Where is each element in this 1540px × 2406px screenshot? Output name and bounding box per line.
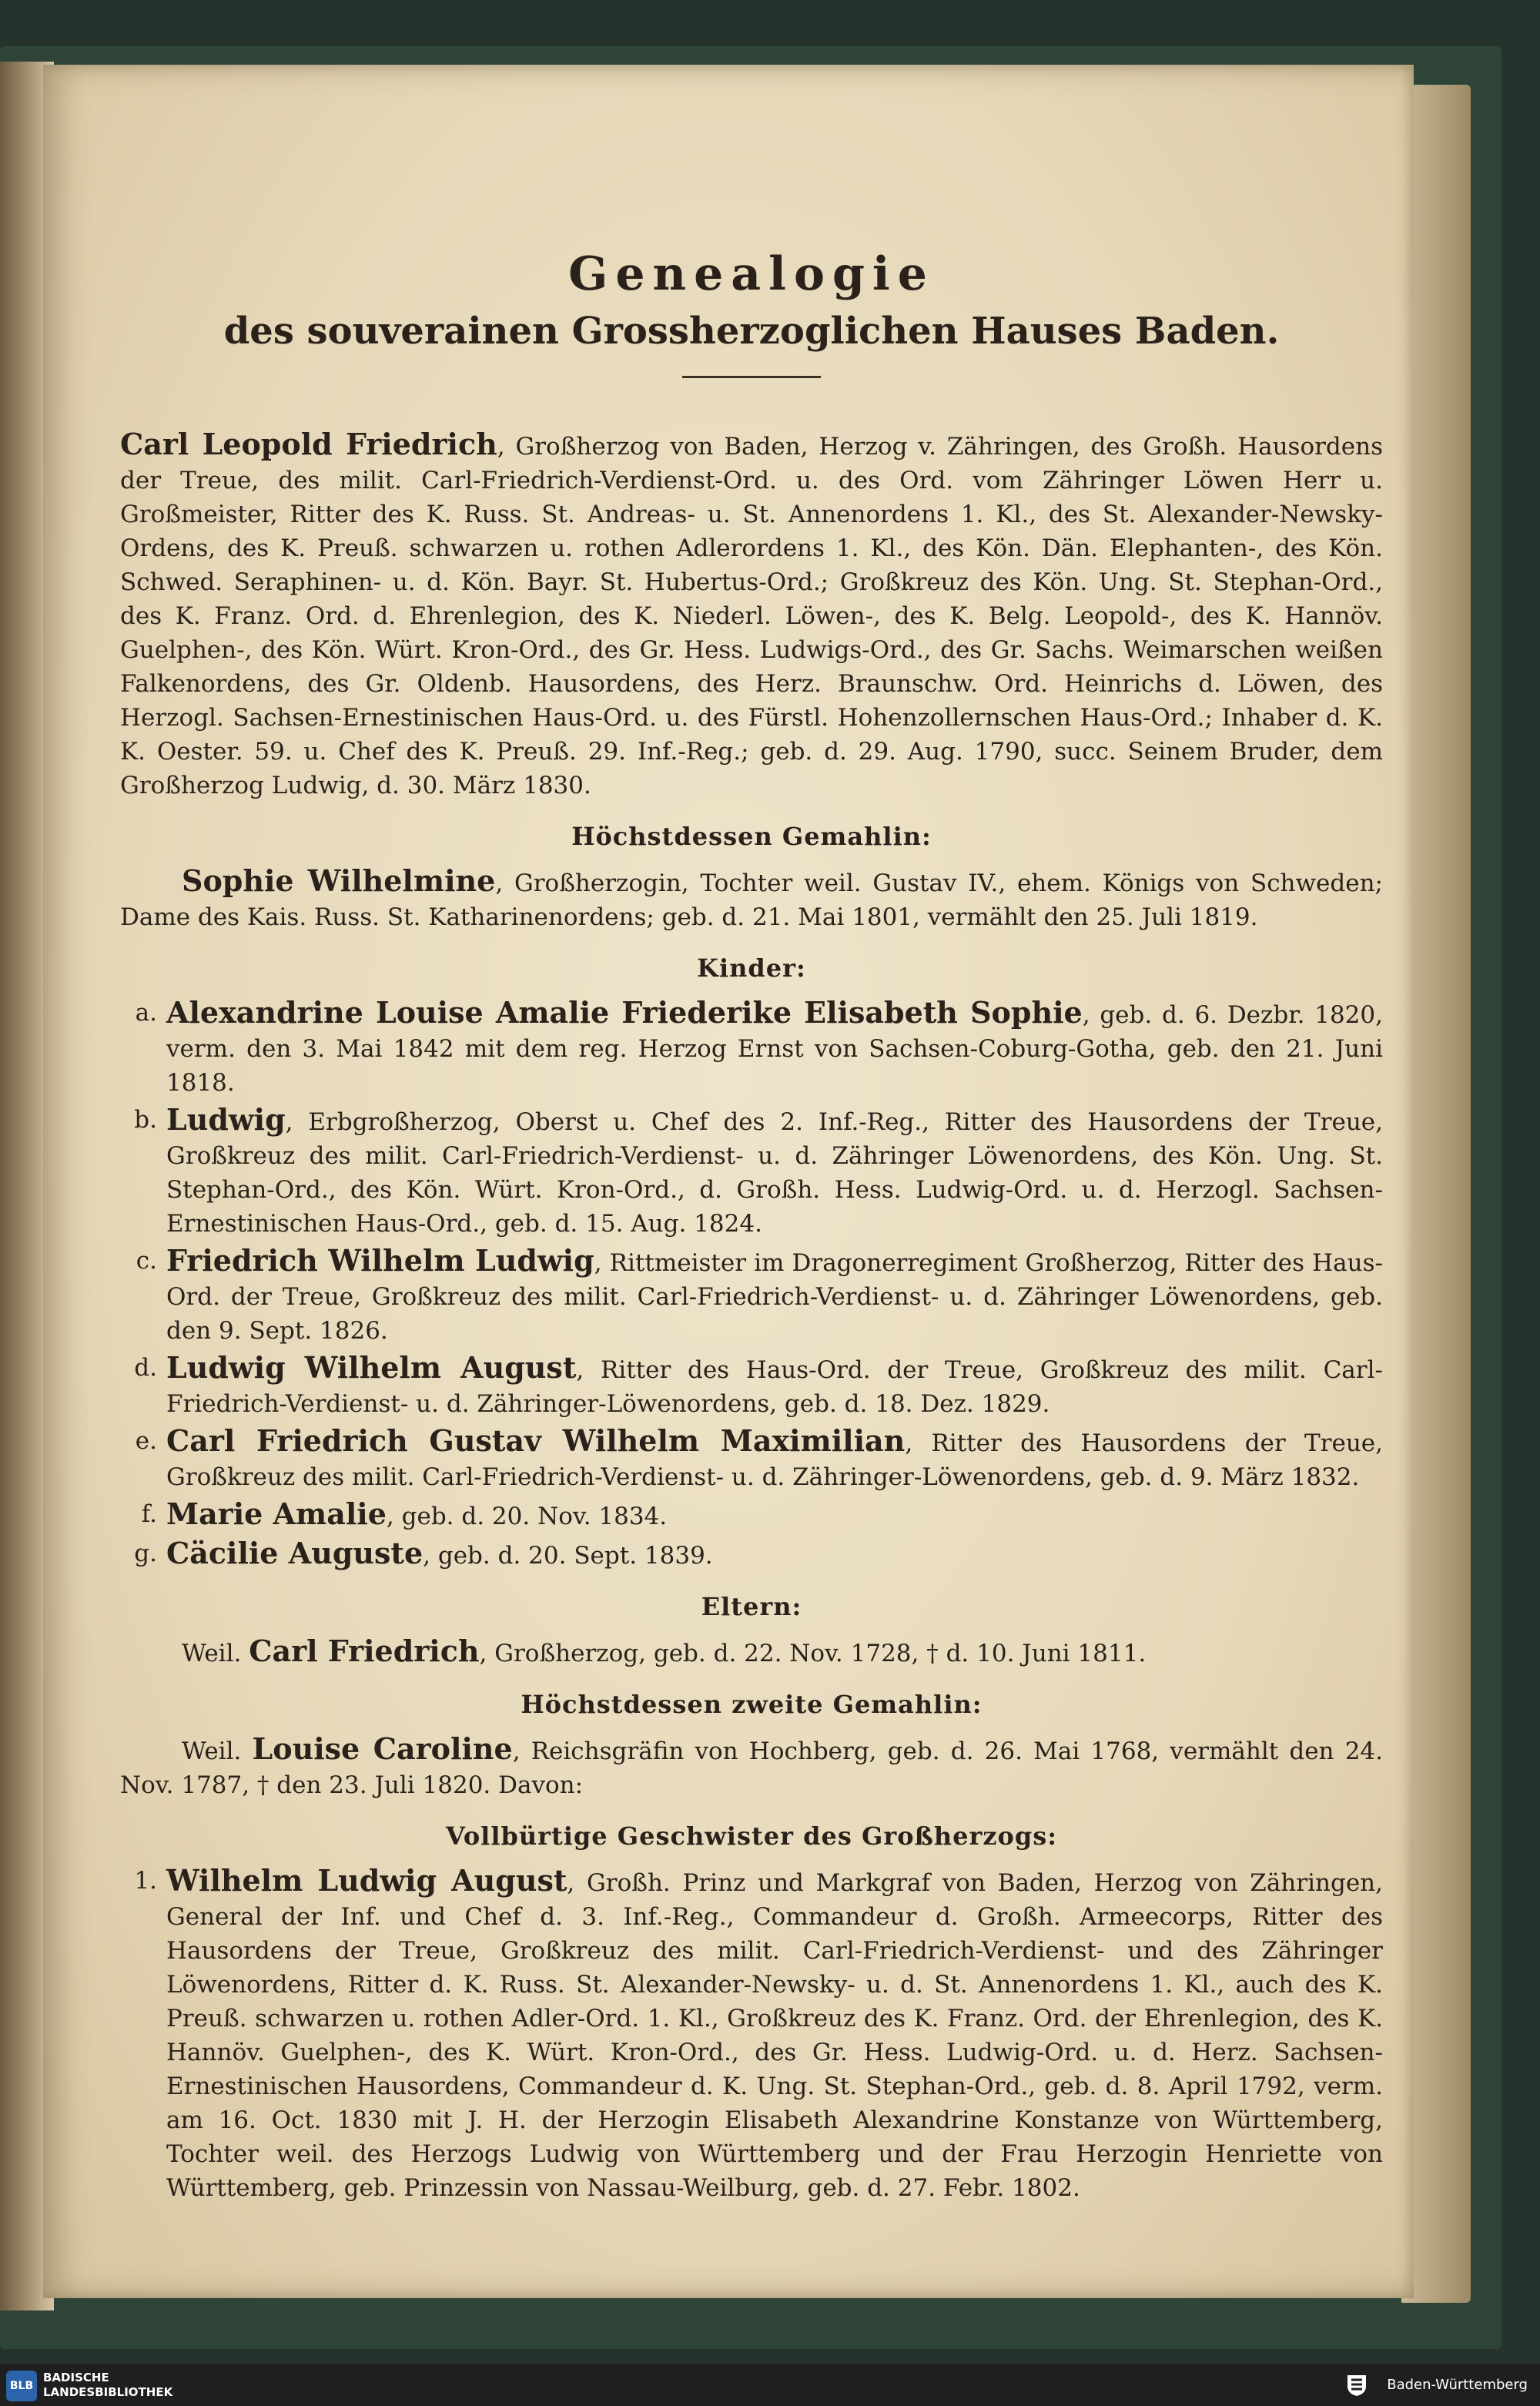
consort-entry [120,864,1383,934]
consort-heading: Höchstdessen Gemahlin: [571,822,932,851]
list-item [120,1497,1383,1533]
regent-text: , Großherzog von Baden, Herzog v. Zähringen, des Großh. Hausordens der Treue, des milit. Carl-Friedrich-Verdienst-Ord. u. des Ord. vom Zähringer Löwen Herr u. Großmeister, Ritter des K. Russ. St. Andreas- u. St. Annenordens 1. Kl., des St. Alexander-Newsky-Ordens, des K. Preuß. schwarzen u. rothen Adlerordens 1. Kl., des Kön. Dän. Elephanten-, des Kön. Schwed. Seraphinen- u. d. Kön. Bayr. St. Hubertus-Ord.; Großkreuz des Kön. Ung. St. Stephan-Ord., des K. Franz. Ord. d. Ehrenlegion, des K. Niederl. Löwen-, des K. Belg. Leopold-, des K. Hannöv. Guelphen-, des Kön. Würt. Kron-Ord., des Gr. Hess. Ludwigs-Ord., des Gr. Sachs. Weimarschen weißen Falkenordens, des Gr. Oldenb. Hausordens, des Herz. Braunschw. Ord. Heinrichs d. Löwen, des Herzogl. Sachsen-Ernestinischen Haus-Ord. u. des Fürstl. Hohenzollernschen Haus-Ord.; Inhaber d. K. K. Oester. 59. u. Chef des K. Preuß. 29. Inf.-Reg.; geb. d. 29. Aug. 1790, succ. Seinem Bruder, dem Großherzog Ludwig, d. 30. März 1830. [120,433,1383,799]
consort-name: Sophie Wilhelmine [182,863,496,898]
list-marker: e. [135,1427,157,1455]
viewer-footer [0,2364,1540,2406]
state-coat-of-arms-icon [1344,2374,1369,2397]
list-marker: a. [135,999,157,1027]
library-name-line1: BADISCHE [43,2371,109,2384]
child-text: , geb. d. 6. Dezbr. 1820, verm. den 3. Mai 1842 mit dem reg. Herzog Ernst von Sachsen-Coburg-Gotha, geb. den 21. Juni 1818. [166,1001,1383,1097]
page-title: Genealogie [568,247,935,301]
state-name[interactable]: Baden-Württemberg [1387,2377,1528,2393]
child-name: Alexandrine Louise Amalie Friederike Elisabeth Sophie [166,995,1083,1030]
second-wife-heading: Höchstdessen zweite Gemahlin: [521,1690,983,1719]
child-text: , geb. d. 20. Nov. 1834. [386,1503,668,1530]
list-item [120,1351,1383,1421]
list-marker: c. [136,1247,157,1275]
siblings-list [120,1864,1383,2205]
library-name-line2: LANDESBIBLIOTHEK [43,2385,173,2399]
regent-entry [120,427,1383,803]
list-item [120,1424,1383,1494]
title-rule [682,376,821,378]
second-wife-prefix: Weil. [182,1737,253,1765]
page-content [120,196,1383,2208]
list-item [120,1864,1383,2205]
child-text: , Rittmeister im Dragonerregiment Großherzog, Ritter des Haus-Ord. der Treue, Großkreuz des milit. Carl-Friedrich-Verdienst- u. d. Zähringer Löwenordens, geb. den 9. Sept. 1826. [166,1249,1383,1345]
child-text: , geb. d. 20. Sept. 1839. [423,1542,713,1570]
list-marker: f. [141,1500,157,1528]
parents-heading: Eltern: [701,1592,802,1621]
list-marker: d. [134,1354,157,1382]
child-text: , Ritter des Hausordens der Treue, Großkreuz des milit. Carl-Friedrich-Verdienst- u. d. Zähringer-Löwenordens, geb. d. 9. März 1832. [166,1429,1383,1491]
blb-logo-icon[interactable]: BLB [6,2371,37,2401]
list-item [120,1103,1383,1241]
child-name: Carl Friedrich Gustav Wilhelm Maximilian [166,1423,906,1458]
library-name [43,2371,172,2400]
second-wife-text: , Reichsgräfin von Hochberg, geb. d. 26. Mai 1768, vermählt den 24. Nov. 1787, † den 23. Juli 1820. Davon: [120,1737,1383,1799]
child-name: Friedrich Wilhelm Ludwig [166,1243,594,1278]
father-text: , Großherzog, geb. d. 22. Nov. 1728, † d. 10. Juni 1811. [479,1640,1147,1667]
children-heading: Kinder: [697,953,806,983]
child-name: Ludwig [166,1102,286,1137]
father-entry [120,1634,1383,1670]
sibling-name: Wilhelm Ludwig August [166,1863,567,1898]
child-name: Cäcilie Auguste [166,1536,424,1570]
child-text: , Ritter des Haus-Ord. der Treue, Großkreuz des milit. Carl-Friedrich-Verdienst- u. d. Zähringer-Löwenordens, geb. d. 18. Dez. 1829. [166,1356,1383,1418]
list-item [120,996,1383,1100]
sibling-text: , Großh. Prinz und Markgraf von Baden, Herzog von Zähringen, General der Inf. und Chef d. 3. Inf.-Reg., Commandeur d. Großh. Armeecorps, Ritter des Hausordens der Treue, Großkreuz des milit. Carl-Friedrich-Verdienst- und des Zähringer Löwenordens, Ritter d. K. Russ. St. Alexander-Newsky- u. d. St. Annenordens 1. Kl., auch des K. Preuß. schwarzen u. rothen Adler-Ord. 1. Kl., Großkreuz des K. Franz. Ord. der Ehrenlegion, des K. Hannöv. Guelphen-, des K. Würt. Kron-Ord., des Gr. Hess. Ludwig-Ord. u. d. Herz. Sachsen-Ernestinischen Hausordens, Commandeur d. K. Ung. St. Stephan-Ord., geb. d. 8. April 1792, verm. am 16. Oct. 1830 mit J. H. der Herzogin Elisabeth Alexandrine Konstanze von Württemberg, Tochter weil. des Herzogs Ludwig von Württemberg und der Frau Herzogin Henriette von Württemberg, geb. Prinzessin von Nassau-Weilburg, geb. d. 27. Febr. 1802. [166,1869,1383,2202]
list-marker: g. [134,1540,157,1567]
father-name: Carl Friedrich [249,1634,480,1668]
child-name: Marie Amalie [166,1496,387,1531]
list-item [120,1536,1383,1573]
consort-text: , Großherzogin, Tochter weil. Gustav IV., ehem. Königs von Schweden; Dame des Kais. Russ. St. Katharinenordens; geb. d. 21. Mai 1801, vermählt den 25. Juli 1819. [120,870,1383,931]
list-marker: 1. [134,1867,157,1895]
child-text: , Erbgroßherzog, Oberst u. Chef des 2. Inf.-Reg., Ritter des Hausordens der Treue, Großkreuz des milit. Carl-Friedrich-Verdienst- u. d. Zähringer Löwenordens, des Kön. Ung. St. Stephan-Ord., des Kön. Würt. Kron-Ord., d. Großh. Hess. Ludwig-Ord. u. d. Herzogl. Sachsen-Ernestinischen Haus-Ord., geb. d. 15. Aug. 1824. [166,1108,1383,1238]
second-wife-entry [120,1732,1383,1802]
scanned-page [43,65,1414,2298]
child-name: Ludwig Wilhelm August [166,1350,577,1385]
siblings-heading: Vollbürtige Geschwister des Großherzogs: [445,1821,1058,1851]
father-prefix: Weil. [182,1640,249,1667]
regent-name: Carl Leopold Friedrich [120,427,497,461]
list-marker: b. [134,1106,157,1134]
children-list [120,996,1383,1573]
page-subtitle: des souverainen Grossherzoglichen Hauses Baden. [223,310,1280,353]
list-item [120,1244,1383,1348]
second-wife-name: Louise Caroline [252,1731,513,1766]
